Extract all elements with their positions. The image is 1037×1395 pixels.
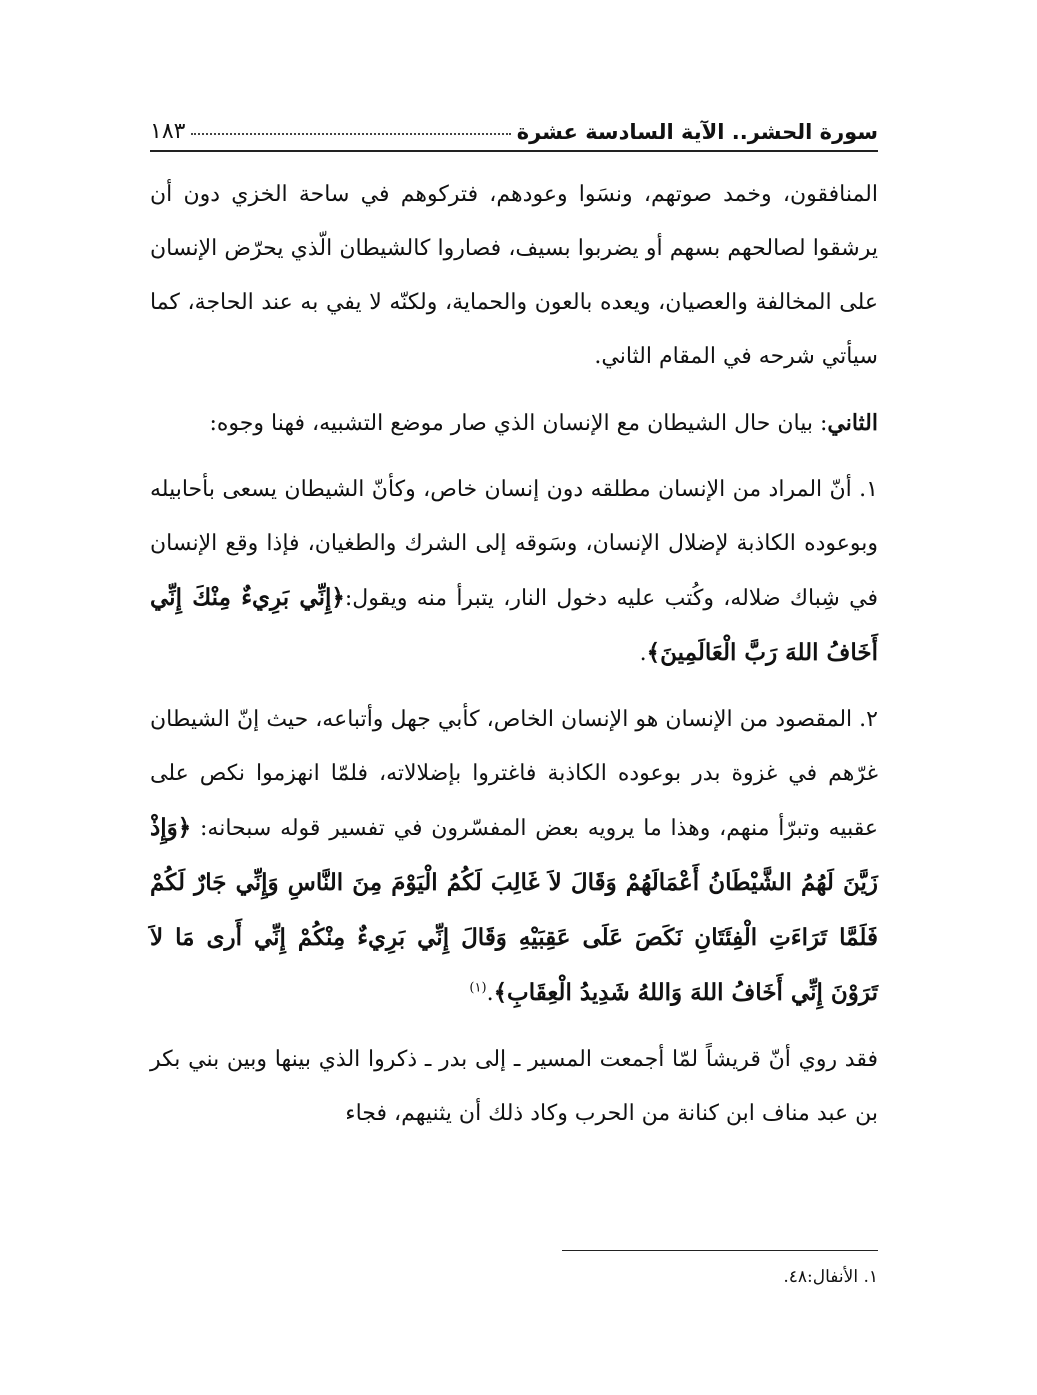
footnote-rule xyxy=(562,1250,878,1251)
paragraph-text: ١. أنّ المراد من الإنسان مطلقه دون إنسان خاص، وكأنّ الشيطان يسعى بأحابيله وبوعوده الكاذبة لإضلال الإنسان، وسَوقه إلى الشرك والطغيان، فإذا وقع الإنسان في شِباك ضلاله، وكُتب عليه دخول النار، يتبرأ منه ويقول: xyxy=(150,477,878,611)
footnote-text: ١. الأنفال:٤٨. xyxy=(783,1267,878,1287)
paragraph-5 xyxy=(150,1033,878,1141)
paragraph-2 xyxy=(150,396,878,451)
paragraph-4 xyxy=(150,693,878,1021)
paragraph-text: ٢. المقصود من الإنسان هو الإنسان الخاص، كأبي جهل وأتباعه، حيث إنّ الشيطان غرّهم في غزوة بدر بوعوده الكاذبة فاغتروا بإضلالاته، فلمّا انهزموا نكص على عقبيه وتبرّأ منهم، وهذا ما يرويه بعض المفسّرون في تفسير قوله سبحانه: xyxy=(150,707,878,841)
page-number: ١٨٣ xyxy=(150,119,186,144)
paragraph-1 xyxy=(150,168,878,384)
main-text xyxy=(150,168,878,1141)
paragraph-3 xyxy=(150,463,878,681)
running-title: سورة الحشر.. الآية السادسة عشرة xyxy=(516,120,878,144)
page-header xyxy=(150,104,878,144)
footnote-reference[interactable]: (١) xyxy=(469,980,487,996)
quran-verse: ﴿وَإِذْ زَيَّنَ لَهُمُ الشَّيْطَانُ أَعْمَالَهُمْ وَقَالَ لاَ غَالِبَ لَكُمُ الْيَوْمَ مِنَ النَّاسِ وَإِنِّي جَارٌ لَكُمْ فَلَمَّا تَرَاءَتِ الْفِئَتَانِ نَكَصَ عَلَى عَقِبَيْهِ وَقَالَ إِنِّي بَرِيءٌ مِنْكُمْ إِنِّي أَرى مَا لاَ تَرَوْنَ إِنِّي أَخَافُ اللهَ وَاللهُ شَدِيدُ الْعِقَابِ﴾ xyxy=(150,814,878,1006)
paragraph-text: : بيان حال الشيطان مع الإنسان الذي صار موضع التشبيه، فهنا وجوه: xyxy=(209,411,828,436)
paragraph-text: فقد روي أنّ قريشاً لمّا أجمعت المسير ـ إلى بدر ـ ذكروا الذي بينها وبين بني بكر بن عبد مناف ابن كنانة من الحرب وكاد ذلك أن يثنيهم، فجاء xyxy=(150,1047,878,1126)
quran-verse: ﴿إِنِّي بَرِيءٌ مِنْكَ إِنِّي أَخَافُ اللهَ رَبَّ الْعَالَمِينَ﴾ xyxy=(150,584,878,666)
paragraph-text: المنافقون، وخمد صوتهم، ونسَوا وعودهم، فتركوهم في ساحة الخزي دون أن يرشقوا لصالحهم بسهم أو يضربوا بسيف، فصاروا كالشيطان الّذي يحرّض الإنسان على المخالفة والعصيان، ويعده بالعون والحماية، ولكنّه لا يفي به عند الحاجة، كما سيأتي شرحه في المقام الثاني. xyxy=(150,182,878,369)
header-rule xyxy=(150,150,878,152)
section-label: الثاني xyxy=(827,410,878,436)
paragraph-end: . xyxy=(486,981,494,1006)
paragraph-end: . xyxy=(639,641,647,666)
leader-dots xyxy=(191,133,510,135)
footnote-1 xyxy=(150,1262,878,1292)
